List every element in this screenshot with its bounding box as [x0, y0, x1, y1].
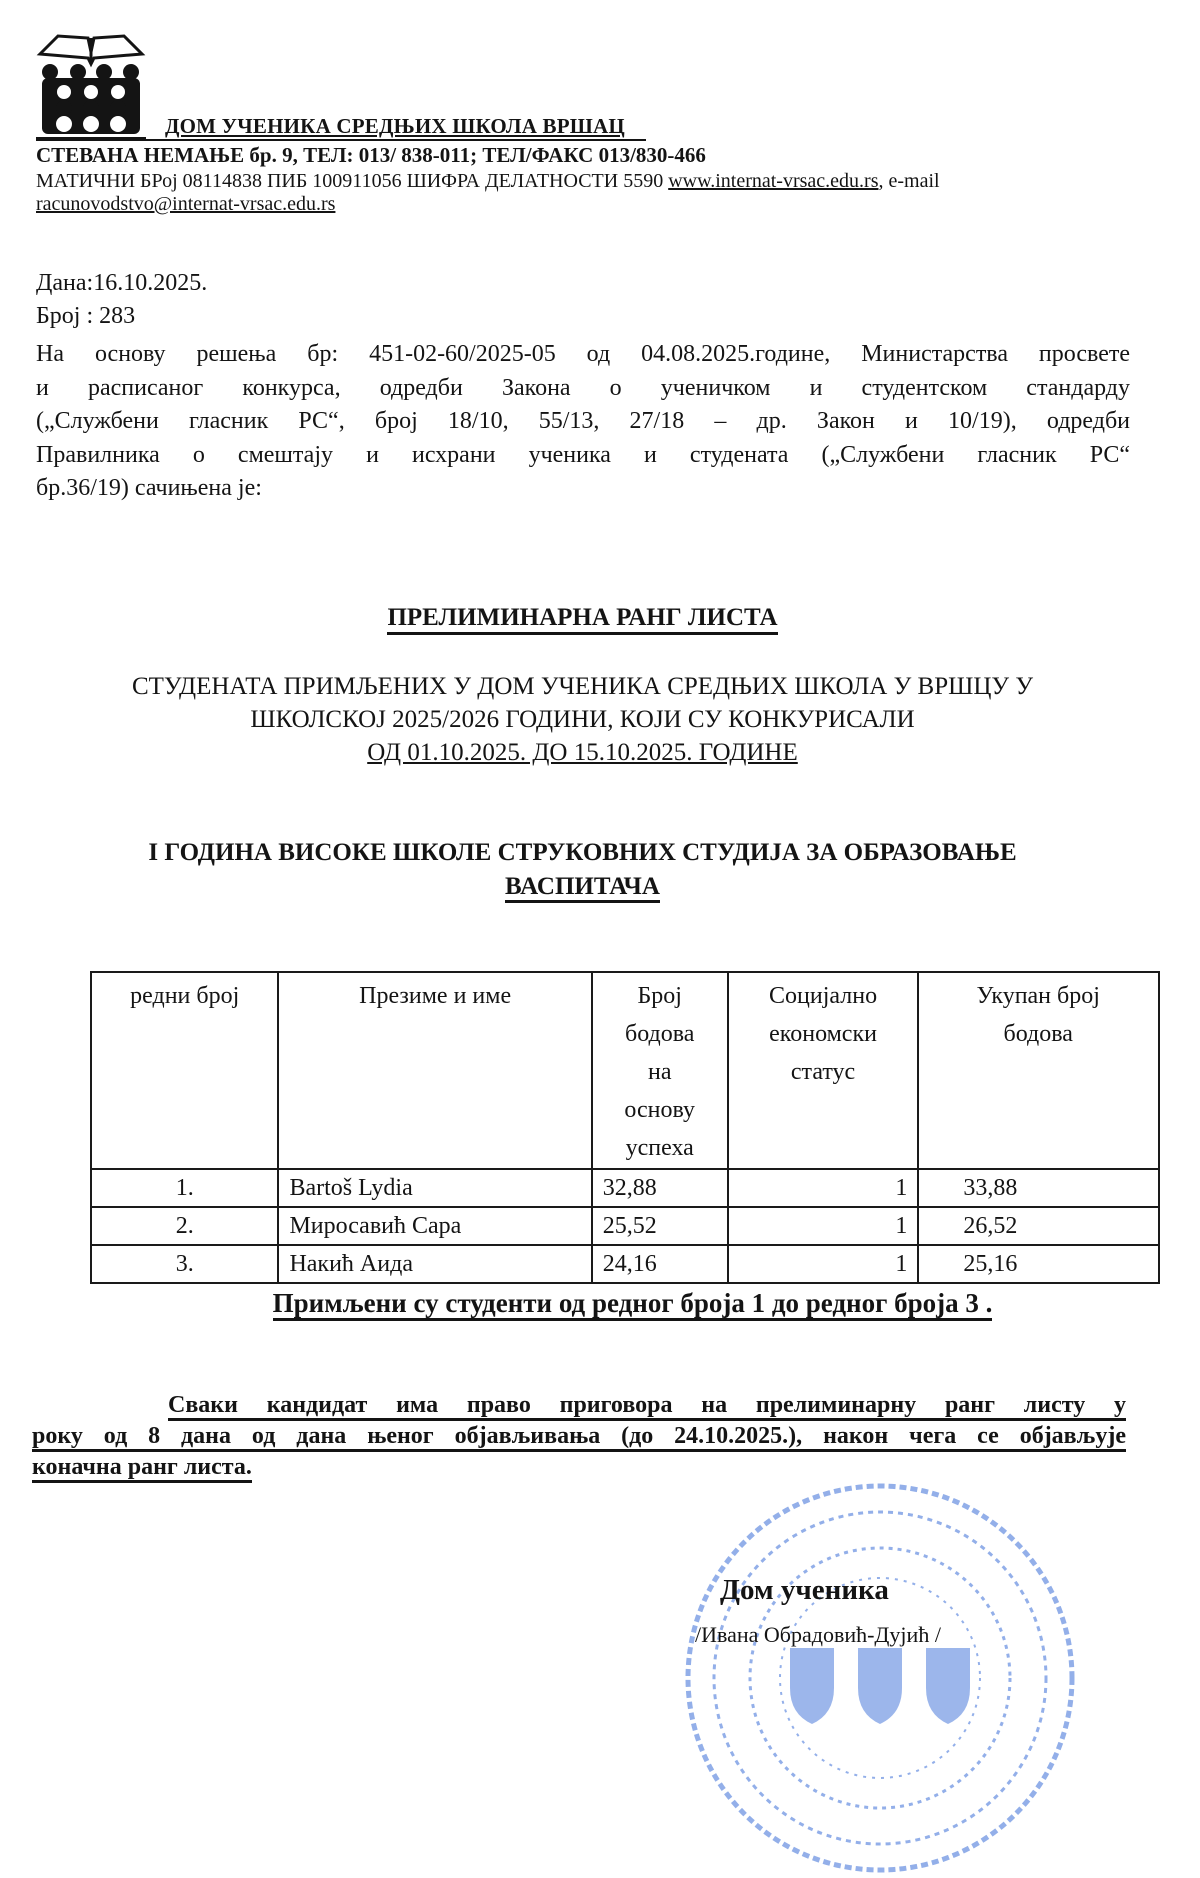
cell-name: Накић Аида [278, 1245, 591, 1283]
header-total-points [918, 972, 1159, 1169]
notice-line [32, 1421, 1126, 1452]
website-link[interactable]: www.internat-vrsac.edu.rs [668, 170, 879, 192]
email-label: , e-mail [878, 170, 940, 192]
cell-merit-points: 25,52 [592, 1207, 728, 1245]
cell-rank: 1. [91, 1169, 278, 1207]
cell-rank: 3. [91, 1245, 278, 1283]
cell-total: 25,16 [918, 1245, 1159, 1283]
paragraph-line: и расписаног конкурса, одредби Закона о ученичком и студентском стандарду [36, 374, 1130, 401]
subtitle-line: ШКОЛСКОЈ 2025/2026 ГОДИНИ, КОЈИ СУ КОНКУРИСАЛИ [250, 706, 915, 733]
email-row [36, 193, 335, 216]
cell-total: 26,52 [918, 1207, 1159, 1245]
institution-name: ДОМ УЧЕНИКА СРЕДЊИХ ШКОЛА ВРШАЦ [165, 114, 625, 138]
cell-name: Bartoš Lydia [278, 1169, 591, 1207]
header-line: Укупан број [976, 983, 1100, 1009]
cell-socioeconomic: 1 [728, 1169, 919, 1207]
document-title-text: ПРЕЛИМИНАРНА РАНГ ЛИСТА [387, 604, 777, 635]
legal-basis-paragraph [36, 338, 1130, 506]
official-stamp-icon [660, 1478, 1100, 1878]
institution-registry [36, 170, 940, 193]
subtitle-line [0, 736, 1165, 769]
cell-socioeconomic: 1 [728, 1207, 919, 1245]
cell-name: Миросавић Сара [278, 1207, 591, 1245]
paragraph-line: бр.36/19) сачињена је: [36, 475, 262, 501]
signatory-name: /Ивана Обрадовић-Дујић / [695, 1622, 941, 1647]
table-header-row [91, 972, 1159, 1169]
header-socioeconomic-status [728, 972, 919, 1169]
letterhead-divider [36, 139, 646, 141]
header-line: Социјално [769, 983, 878, 1009]
header-rank-number: редни број [91, 972, 278, 1169]
header-line: бодова [625, 1021, 695, 1047]
cell-merit-points: 32,88 [592, 1169, 728, 1207]
cell-merit-points: 24,16 [592, 1245, 728, 1283]
header-line: основу [624, 1097, 696, 1123]
subtitle-line: СТУДЕНАТА ПРИМЉЕНИХ У ДОМ УЧЕНИКА СРЕДЊИХ ШКОЛА У ВРШЦУ У [131, 673, 1034, 700]
document-title [0, 604, 1165, 632]
document-date: Дана:16.10.2025. [36, 270, 208, 296]
ranking-table [90, 971, 1160, 1284]
email-link[interactable]: racunovodstvo@internat-vrsac.edu.rs [36, 193, 336, 215]
notice-text: коначна ранг листа. [32, 1454, 252, 1483]
table-row [91, 1169, 1159, 1207]
section-line [0, 870, 1165, 904]
admitted-note [0, 1288, 1200, 1319]
document-subtitle [0, 670, 1165, 769]
cell-total: 33,88 [918, 1169, 1159, 1207]
document-number: Број : 283 [36, 303, 136, 329]
header-line: на [647, 1059, 672, 1085]
section-heading [0, 836, 1165, 904]
admitted-note-text: Примљени су студенти од редног броја 1 до редног броја 3 . [273, 1288, 993, 1321]
paragraph-line: На основу решења бр: 451-02-60/2025-05 од 04.08.2025.године, Министарства просвете [36, 341, 1130, 367]
paragraph-line: Правилника о смештају и исхрани ученика и студената („Службени гласник РС“ [36, 441, 1130, 468]
institution-address: СТЕВАНА НЕМАЊЕ бр. 9, ТЕЛ: 013/ 838-011; ТЕЛ/ФАКС 013/830-466 [36, 143, 706, 167]
signature-organization: Дом ученика [720, 1574, 889, 1606]
header-merit-points [592, 972, 728, 1169]
subtitle-period: ОД 01.10.2025. ДО 15.10.2025. ГОДИНЕ [367, 739, 798, 766]
objection-notice [32, 1390, 1126, 1483]
header-full-name: Презиме и име [278, 972, 591, 1169]
registry-text: МАТИЧНИ БРој 08114838 ПИБ 100911056 ШИФРА ДЕЛАТНОСТИ 5590 [36, 170, 669, 192]
header-line: успеха [625, 1135, 694, 1161]
institution-logo-icon [36, 28, 146, 140]
notice-text: Сваки кандидат има право приговора на прелиминарну ранг листу у [168, 1392, 1126, 1421]
notice-text: року од 8 дана од дана њеног објављивања (до 24.10.2025.), након чега се објављује [32, 1423, 1126, 1452]
header-line: Број [637, 983, 682, 1009]
header-line: бодова [1003, 1021, 1073, 1047]
section-line-underlined: ВАСПИТАЧА [505, 873, 660, 903]
table-row [91, 1245, 1159, 1283]
cell-rank: 2. [91, 1207, 278, 1245]
section-line: I ГОДИНА ВИСОКЕ ШКОЛЕ СТРУКОВНИХ СТУДИЈА ЗА ОБРАЗОВАЊЕ [148, 839, 1017, 866]
table-row [91, 1207, 1159, 1245]
header-line: економски [769, 1021, 877, 1047]
header-line: статус [790, 1059, 856, 1085]
notice-line [32, 1390, 1126, 1421]
paragraph-line: („Службени гласник РС“, број 18/10, 55/13, 27/18 – др. Закон и 10/19), одредби [36, 408, 1130, 434]
cell-socioeconomic: 1 [728, 1245, 919, 1283]
